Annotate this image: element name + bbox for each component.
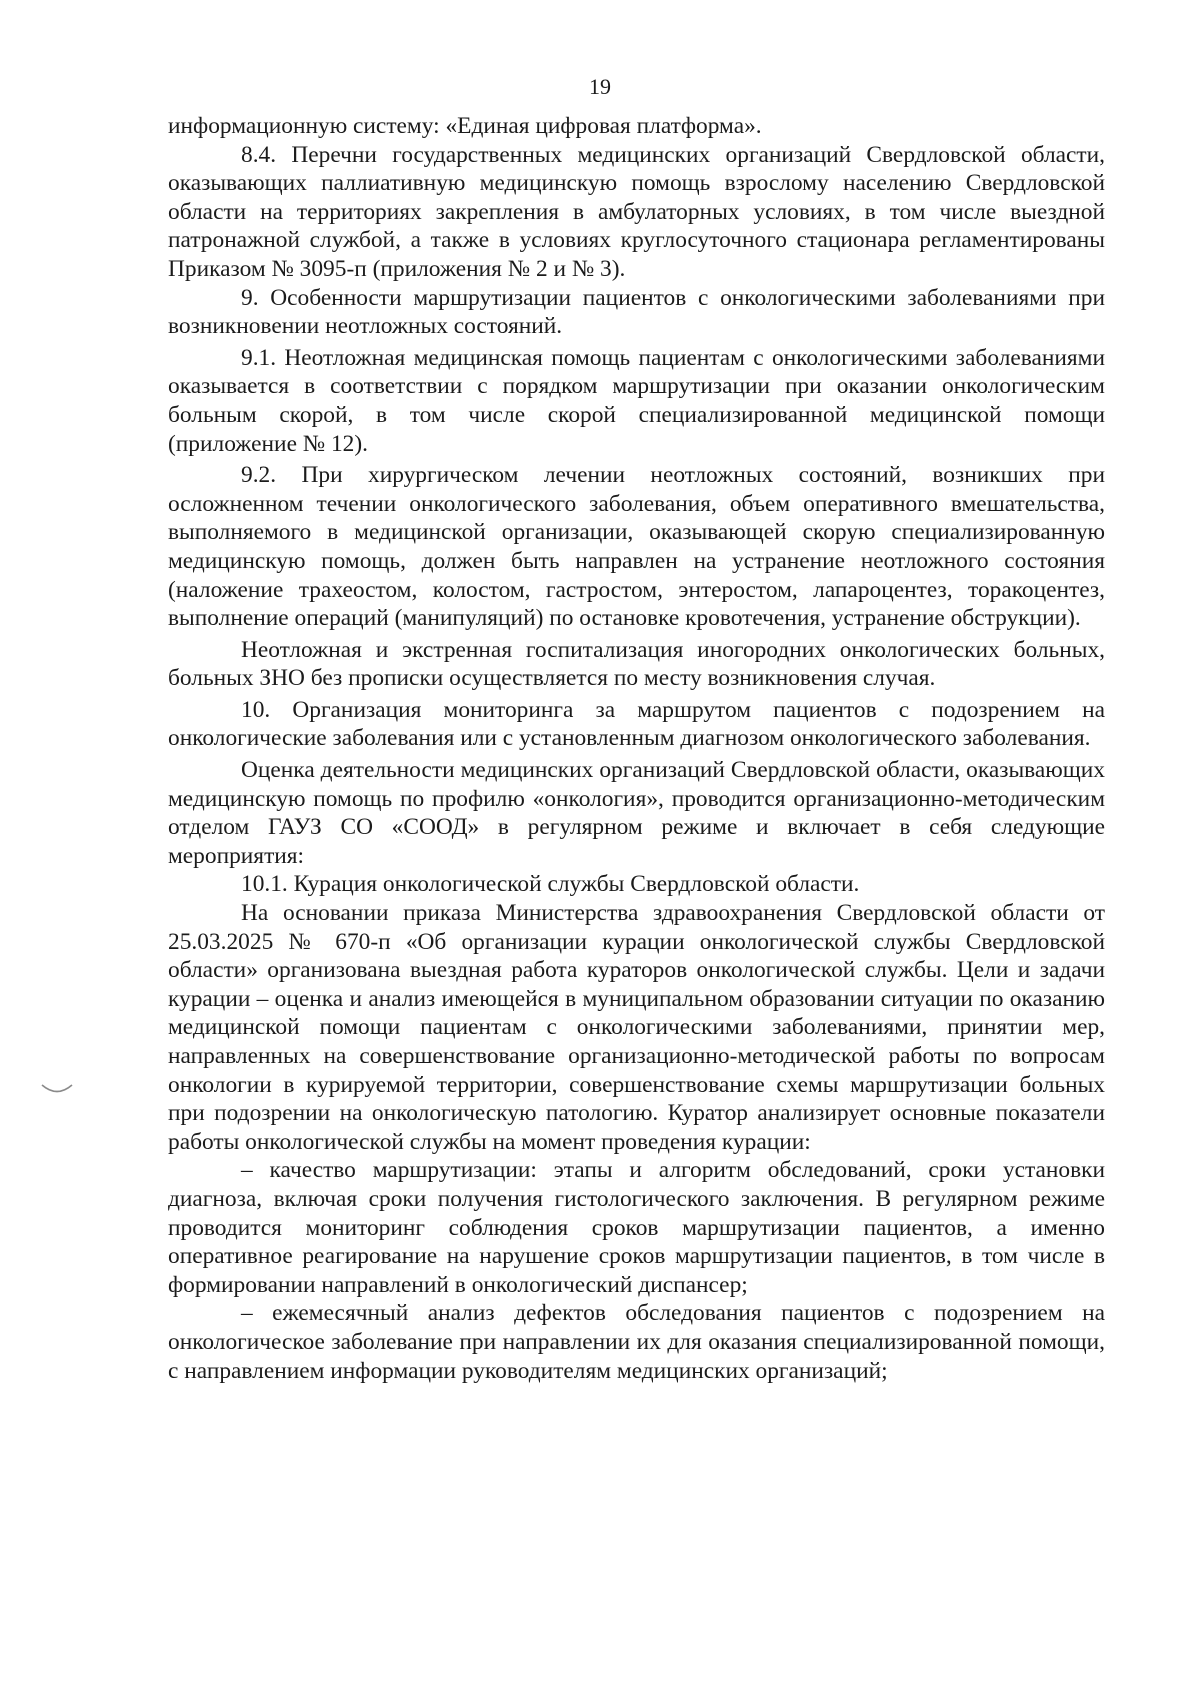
paragraph-section-9-2: 9.2. При хирургическом лечении неотложных состояний, возникших при осложненном течении онкологического заболевания, объем оперативного вмешательства, выполняемого в медицинской организации, оказывающей скорую специализированную медицинскую помощь, должен быть направлен на устранение неотложного состояния (наложение трахеостом, колостом, гастростом, энтеростом, лапароцентез, торакоцентез, выполнение операций (манипуляций) по остановке кровотечения, устранение обструкции).: [168, 462, 1105, 632]
paragraph-section-9: 9. Особенности маршрутизации пациентов с онкологическими заболеваниями при возникновении неотложных состояний.: [168, 284, 1105, 340]
paragraph-section-9-1: 9.1. Неотложная медицинская помощь пациентам с онкологическими заболеваниями оказывается в соответствии с порядком маршрутизации при оказании онкологическим больным скорой, в том числе скорой специализированной медицинской помощи (приложение № 12).: [168, 344, 1105, 457]
scan-artifact-mark: [40, 1082, 74, 1096]
document-body: [168, 112, 1105, 1385]
paragraph: информационную систему: «Единая цифровая платформа».: [168, 113, 762, 139]
page-number: 19: [589, 74, 611, 99]
paragraph: На основании приказа Министерства здравоохранения Свердловской области от 25.03.2025 № 670-п «Об организации курации онкологической службы Свердловской области» организована выездная работа кураторов онкологической службы. Цели и задачи курации – оценка и анализ имеющейся в муниципальном образовании ситуации по оказанию медицинской помощи пациентам с онкологическими заболеваниями, принятии мер, направленных на совершенствование организационно-методической работы по вопросам онкологии в курируемой территории, совершенствование схемы маршрутизации больных при подозрении на онкологическую патологию. Куратор анализирует основные показатели работы онкологической службы на момент проведения курации:: [168, 900, 1105, 1155]
list-item: – качество маршрутизации: этапы и алгоритм обследований, сроки установки диагноза, включая сроки получения гистологического заключения. В регулярном режиме проводится мониторинг соблюдения сроков маршрутизации пациентов, а именно оперативное реагирование на нарушение сроков маршрутизации пациентов, в том числе в формировании направлений в онкологический диспансер;: [168, 1157, 1105, 1298]
paragraph-section-8-4: 8.4. Перечни государственных медицинских организаций Свердловской области, оказывающих паллиативную медицинскую помощь взрослому населению Свердловской области на территориях закрепления в амбулаторных условиях, в том числе выездной патронажной службой, а также в условиях круглосуточного стационара регламентированы Приказом № 3095-п (приложения № 2 и № 3).: [168, 141, 1105, 282]
paragraph: Оценка деятельности медицинских организаций Свердловской области, оказывающих медицинскую помощь по профилю «онкология», проводится организационно-методическим отделом ГАУЗ СО «СООД» в регулярном режиме и включает в себя следующие мероприятия:: [168, 757, 1105, 869]
paragraph-section-10: 10. Организация мониторинга за маршрутом пациентов с подозрением на онкологические заболевания или с установленным диагнозом онкологического заболевания.: [168, 696, 1105, 752]
paragraph-section-10-1: 10.1. Курация онкологической службы Свердловской области.: [241, 871, 860, 898]
list-item: – ежемесячный анализ дефектов обследования пациентов с подозрением на онкологическое заболевание при направлении их для оказания специализированной помощи, с направлением информации руководителям медицинских организаций;: [168, 1300, 1105, 1384]
paragraph: Неотложная и экстренная госпитализация иногородних онкологических больных, больных ЗНО без прописки осуществляется по месту возникновения случая.: [168, 636, 1105, 692]
